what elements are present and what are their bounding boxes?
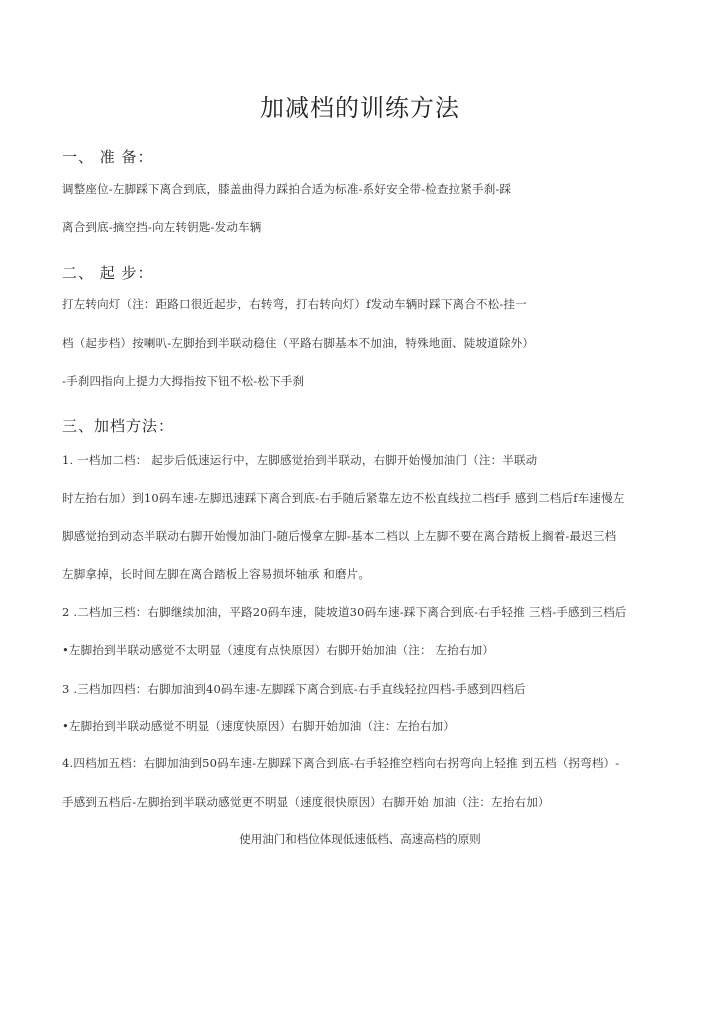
- paragraph-line: 档（起步档）按喇叭-左脚抬到半联动稳住（平路右脚基本不加油，特殊地面、陡坡道除外）: [62, 336, 535, 350]
- paragraph-line: -手刹四指向上提力大拇指按下钮不松-松下手刹: [62, 374, 305, 388]
- paragraph-line: 脚感觉抬到动态半联动右脚开始慢加油门-随后慢拿左脚-基本二档以 上左脚不要在离合踏板上搁着-最迟三档: [62, 529, 617, 543]
- paragraph-line: 时左抬右加）到10码车速-左脚迅速踩下离合到底-右手随后紧靠左边不松直线拉二档f手 感到二档后f车速慢左: [62, 491, 625, 505]
- paragraph-line: •左脚抬到半联动感觉不太明显（速度有点快原因）右脚开始加油（注： 左抬右加）: [62, 643, 495, 657]
- closing-principle: 使用油门和档位体现低速低档、高速高档的原则: [239, 832, 481, 846]
- paragraph-line: 1. 一档加二档： 起步后低速运行中，左脚感觉抬到半联动，右脚开始慢加油门（注：半联动: [62, 453, 538, 467]
- section-heading-start: 二、 起 步：: [62, 264, 154, 282]
- paragraph-line: 打左转向灯（注：距路口很近起步，右转弯，打右转向灯）f发动车辆时踩下离合不松-挂一: [62, 297, 527, 311]
- paragraph-line: 左脚拿掉，长时间左脚在离合踏板上容易损坏轴承 和磨片。: [62, 567, 371, 581]
- section-heading-upshift: 三、加档方法：: [62, 417, 175, 435]
- paragraph-line: 离合到底-摘空挡-向左转钥匙-发动车辆: [62, 220, 262, 234]
- paragraph-line: 调整座位-左脚踩下离合到底，膝盖曲得力踩拍合适为标准-系好安全带-检查拉紧手刹-踩: [62, 182, 512, 196]
- paragraph-line: •左脚抬到半联动感觉不明显（速度快原因）右脚开始加油（注：左抬右加）: [62, 719, 456, 733]
- paragraph-line: 4.四档加五档：右脚加油到50码车速-左脚踩下离合到底-右手轻推空档向右拐弯向上轻推 到五档（拐弯档）-: [62, 756, 620, 770]
- section-heading-preparation: 一、 准 备：: [62, 148, 154, 166]
- document-title: 加减档的训练方法: [260, 94, 460, 122]
- paragraph-line: 3 .三档加四档：右脚加油到40码车速-左脚踩下离合到底-右手直线轻拉四档-手感到四档后: [62, 682, 526, 696]
- paragraph-line: 手感到五档后-左脚抬到半联动感觉更不明显（速度很快原因）右脚开始 加油（注：左抬右加）: [62, 795, 550, 809]
- paragraph-line: 2 .二档加三档：右脚继续加油，平路20码车速，陡坡道30码车速-踩下离合到底-右手轻推 三档-手感到三档后: [62, 605, 627, 619]
